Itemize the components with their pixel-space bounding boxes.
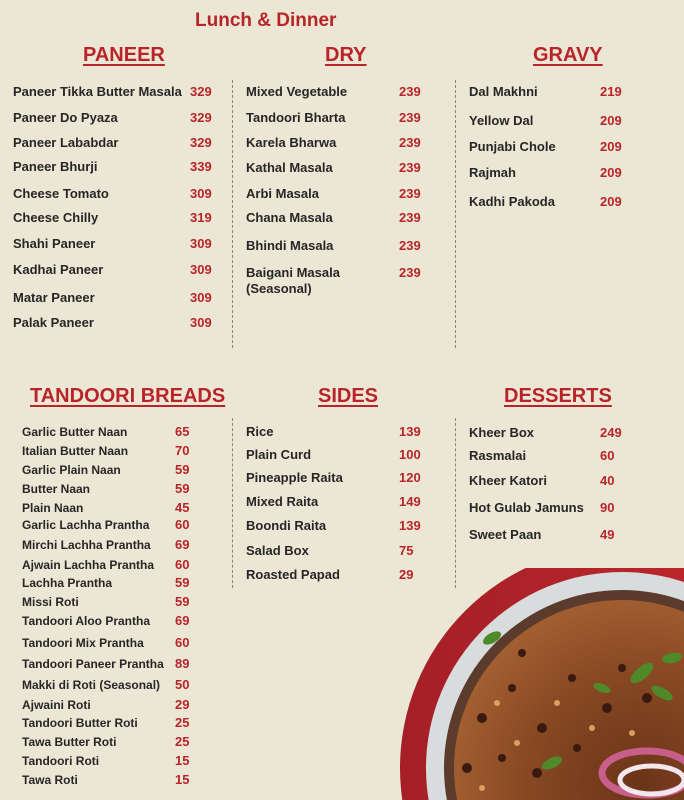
breads-item-name: Tandoori Paneer Prantha: [22, 657, 164, 671]
breads-item-name: Tandoori Aloo Prantha: [22, 614, 150, 628]
breads-item-name: Garlic Plain Naan: [22, 463, 121, 477]
breads-item-name: Plain Naan: [22, 501, 84, 515]
paneer-item-name: Paneer Do Pyaza: [13, 110, 118, 125]
breads-item-price: 70: [175, 443, 190, 458]
sides-item-name: Salad Box: [246, 543, 309, 558]
breads-item-name: Butter Naan: [22, 482, 91, 496]
breads-item-name: Tandoori Mix Prantha: [22, 636, 144, 650]
breads-item-price: 59: [175, 481, 190, 496]
paneer-item-price: 309: [190, 186, 212, 201]
desserts-item-name: Rasmalai: [469, 448, 527, 463]
column-divider-top-1: [232, 80, 233, 348]
breads-item-name: Garlic Lachha Prantha: [22, 518, 150, 532]
paneer-item-price: 339: [190, 159, 212, 174]
paneer-item-name: Paneer Bhurji: [13, 159, 98, 174]
breads-item-name: Mirchi Lachha Prantha: [22, 538, 151, 552]
breads-item-name: Garlic Butter Naan: [22, 425, 128, 439]
breads-item-name: Ajwaini Roti: [22, 698, 91, 712]
breads-item-price: 59: [175, 594, 190, 609]
desserts-item-price: 49: [600, 527, 615, 542]
sides-item-price: 100: [399, 447, 421, 462]
breads-item-price: 29: [175, 697, 190, 712]
paneer-item-name: Cheese Chilly: [13, 210, 99, 225]
desserts-item-price: 90: [600, 500, 615, 515]
gravy-item-name: Punjabi Chole: [469, 139, 556, 154]
dry-item-name: Mixed Vegetable: [246, 84, 348, 99]
sides-heading: SIDES: [318, 385, 379, 407]
breads-item-price: 59: [175, 462, 190, 477]
paneer-item-name: Cheese Tomato: [13, 186, 109, 201]
gravy-item-price: 219: [600, 84, 622, 99]
dry-item-name: Arbi Masala: [246, 186, 319, 201]
dry-item-price: 239: [399, 238, 421, 253]
dal-makhni-bowl-photo: [372, 568, 684, 800]
breads-item-price: 69: [175, 613, 190, 628]
breads-item-price: 89: [175, 656, 190, 671]
desserts-item-name: Hot Gulab Jamuns: [469, 500, 584, 515]
breads-item-name: Lachha Prantha: [22, 576, 113, 590]
breads-item-price: 60: [175, 635, 190, 650]
sides-item-name: Plain Curd: [246, 447, 312, 462]
paneer-item-name: Paneer Tikka Butter Masala: [13, 84, 182, 99]
breads-item-price: 60: [175, 557, 190, 572]
paneer-item-price: 309: [190, 315, 212, 330]
gravy-heading: GRAVY: [533, 44, 603, 66]
gravy-item-name: Rajmah: [469, 165, 516, 180]
dry-item-name: Baigani Masala: [246, 265, 340, 280]
breads-item-name: Italian Butter Naan: [22, 444, 129, 458]
dry-item-name: Chana Masala: [246, 210, 333, 225]
paneer-item-name: Kadhai Paneer: [13, 262, 104, 277]
sides-item-price: 120: [399, 470, 421, 485]
desserts-item-price: 249: [600, 425, 622, 440]
breads-item-price: 25: [175, 734, 190, 749]
paneer-item-name: Paneer Lababdar: [13, 135, 119, 150]
breads-item-price: 25: [175, 715, 190, 730]
desserts-item-price: 60: [600, 448, 615, 463]
column-divider-bottom-2: [455, 418, 456, 588]
dry-item-price: 239: [399, 265, 421, 280]
dry-heading: DRY: [325, 44, 367, 66]
sides-item-price: 139: [399, 518, 421, 533]
gravy-item-name: Yellow Dal: [469, 113, 534, 128]
tandoori-breads-heading: TANDOORI BREADS: [30, 385, 226, 407]
sides-item-name: Mixed Raita: [246, 494, 319, 509]
gravy-item-price: 209: [600, 139, 622, 154]
sides-item-name: Roasted Papad: [246, 567, 340, 582]
breads-item-price: 65: [175, 424, 190, 439]
dry-item-price: 239: [399, 110, 421, 125]
paneer-item-price: 319: [190, 210, 212, 225]
sides-item-price: 149: [399, 494, 421, 509]
column-divider-bottom-1: [232, 418, 233, 588]
breads-item-name: Missi Roti: [22, 595, 79, 609]
breads-item-name: Tandoori Butter Roti: [22, 716, 138, 730]
breads-item-price: 60: [175, 517, 190, 532]
sides-item-price: 139: [399, 424, 421, 439]
breads-item-name: Tandoori Roti: [22, 754, 100, 768]
breads-item-name: Tawa Roti: [22, 773, 78, 787]
dry-item-name-line2: (Seasonal): [246, 281, 312, 296]
gravy-item-price: 209: [600, 194, 622, 209]
menu-title: Lunch & Dinner: [195, 10, 337, 31]
sides-item-name: Boondi Raita: [246, 518, 327, 533]
gravy-item-price: 209: [600, 165, 622, 180]
dry-item-price: 239: [399, 186, 421, 201]
desserts-item-name: Sweet Paan: [469, 527, 542, 542]
breads-item-name: Makki di Roti (Seasonal): [22, 678, 161, 692]
dry-item-price: 239: [399, 84, 421, 99]
sides-item-price: 29: [399, 567, 414, 582]
desserts-item-name: Kheer Box: [469, 425, 535, 440]
paneer-item-price: 309: [190, 262, 212, 277]
paneer-item-price: 309: [190, 290, 212, 305]
desserts-item-price: 40: [600, 473, 615, 488]
breads-item-price: 15: [175, 753, 190, 768]
breads-item-price: 69: [175, 537, 190, 552]
breads-item-price: 50: [175, 677, 190, 692]
sides-item-name: Rice: [246, 424, 274, 439]
paneer-item-price: 329: [190, 110, 212, 125]
gravy-item-name: Dal Makhni: [469, 84, 538, 99]
dry-item-name: Bhindi Masala: [246, 238, 334, 253]
sides-item-price: 75: [399, 543, 414, 558]
breads-item-price: 45: [175, 500, 190, 515]
gravy-item-price: 209: [600, 113, 622, 128]
breads-item-name: Tawa Butter Roti: [22, 735, 117, 749]
paneer-item-name: Shahi Paneer: [13, 236, 96, 251]
dry-item-price: 239: [399, 135, 421, 150]
paneer-item-price: 329: [190, 135, 212, 150]
breads-item-name: Ajwain Lachha Prantha: [22, 558, 155, 572]
dry-item-price: 239: [399, 210, 421, 225]
dry-item-name: Karela Bharwa: [246, 135, 337, 150]
paneer-item-name: Palak Paneer: [13, 315, 94, 330]
gravy-item-name: Kadhi Pakoda: [469, 194, 555, 209]
dry-item-name: Kathal Masala: [246, 160, 333, 175]
paneer-item-price: 329: [190, 84, 212, 99]
paneer-item-name: Matar Paneer: [13, 290, 95, 305]
desserts-item-name: Kheer Katori: [469, 473, 548, 488]
paneer-item-price: 309: [190, 236, 212, 251]
paneer-heading: PANEER: [83, 44, 165, 66]
column-divider-top-2: [455, 80, 456, 348]
dry-item-price: 239: [399, 160, 421, 175]
desserts-heading: DESSERTS: [504, 385, 612, 407]
dry-item-name: Tandoori Bharta: [246, 110, 346, 125]
sides-item-name: Pineapple Raita: [246, 470, 343, 485]
breads-item-price: 59: [175, 575, 190, 590]
breads-item-price: 15: [175, 772, 190, 787]
